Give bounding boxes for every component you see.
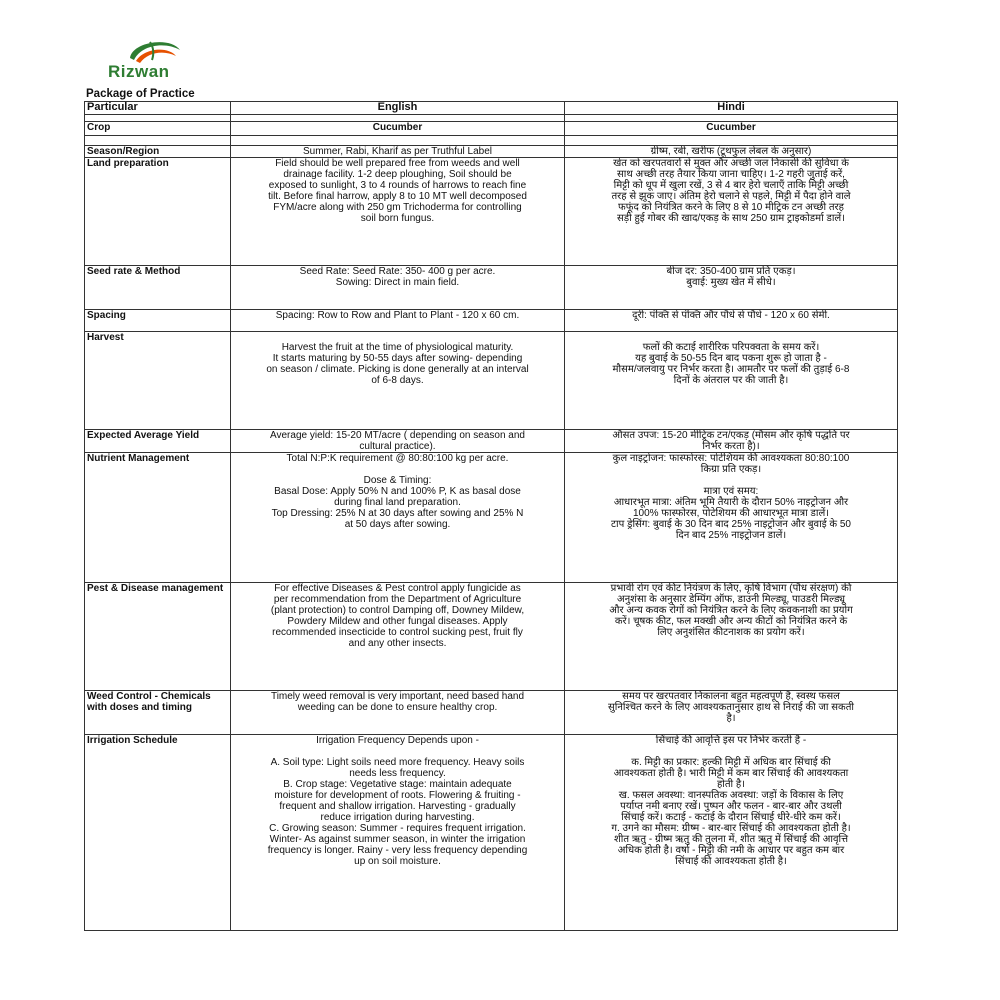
row-english: Cucumber	[231, 122, 565, 136]
row-english: Spacing: Row to Row and Plant to Plant - 120 x 60 cm.	[231, 310, 565, 332]
row-english: Timely weed removal is very important, need based hand weeding can be done to ensure healthy crop.	[231, 691, 565, 735]
row-english: For effective Diseases & Pest control apply fungicide as per recommendation from the Department of Agriculture (plant protection) to control Damping off, Downey Mildew, Powdery Mildew and other fungal diseases. Apply recommended insecticide to control sucking pest, fruit fly and any other insects.	[231, 583, 565, 691]
row-hindi: कुल नाइट्रोजन: फास्फोरस: पोटेशियम की आवश्यकता 80:80:100 किग्रा प्रति एकड़। मात्रा एवं समय: आधारभूत मात्रा: अंतिम भूमि तैयारी के दौरान 50% नाइट्रोजन और 100% फास्फोरस, पोटेशियम की आधारभूत मात्रा डालें। टाप ड्रेसिंग: बुवाई के 30 दिन बाद 25% नाइट्रोजन और बुवाई के 50 दिन बाद 25% नाइट्रोजन डालें।	[565, 453, 898, 583]
row-english: Total N:P:K requirement @ 80:80:100 kg per acre. Dose & Timing: Basal Dose: Apply 50% N and 100% P, K as basal dose during final land preparation. Top Dressing: 25% N at 30 days after sowing and 25% N at 50 days after sowing.	[231, 453, 565, 583]
row-label: Spacing	[85, 310, 231, 332]
spacer-row	[85, 136, 898, 146]
brand-name: Rizwan	[108, 62, 170, 81]
row-label: Irrigation Schedule	[85, 735, 231, 931]
row-english: Seed Rate: Seed Rate: 350- 400 g per acre. Sowing: Direct in main field.	[231, 266, 565, 310]
table-header-row	[85, 102, 898, 115]
header-hindi: Hindi	[565, 102, 898, 115]
table-row-weed-control	[85, 691, 898, 735]
table-row-spacing	[85, 310, 898, 332]
row-label: Pest & Disease management	[85, 583, 231, 691]
row-english: Harvest the fruit at the time of physiological maturity. It starts maturing by 50-55 days after sowing- depending on season / climate. Picking is done generally at an interval of 6-8 days.	[231, 332, 565, 430]
table-row-seed-rate	[85, 266, 898, 310]
table-row-pest-disease	[85, 583, 898, 691]
row-hindi: ग्रीष्म, रबी, खरीफ (टूथफुल लेबल के अनुसार)	[565, 146, 898, 158]
row-hindi: बीज दर: 350-400 ग्राम प्रति एकड़। बुवाई: मुख्य खेत में सीधे।	[565, 266, 898, 310]
brand-logo	[104, 36, 204, 86]
row-english: Average yield: 15-20 MT/acre ( depending on season and cultural practice).	[231, 430, 565, 453]
row-label: Weed Control - Chemicals with doses and timing	[85, 691, 231, 735]
row-label: Season/Region	[85, 146, 231, 158]
row-label: Land preparation	[85, 158, 231, 266]
spacer-row	[85, 115, 898, 122]
header-english: English	[231, 102, 565, 115]
row-hindi: दूरी: पंक्ति से पंक्ति और पौधे से पौधे - 120 x 60 सेमी.	[565, 310, 898, 332]
row-english: Irrigation Frequency Depends upon - A. Soil type: Light soils need more frequency. Heavy soils needs less frequency. B. Crop stage: Vegetative stage: maintain adequate moisture for development of roots. Flowering & fruiting - frequent and shallow irrigation. Harvesting - gradually reduce irrigation during harvesting. C. Growing season: Summer - requires frequent irrigation. Winter- As against summer season, in winter the irrigation frequency is longer. Rainy - very less frequency depending up on soil moisture.	[231, 735, 565, 931]
document-title: Package of Practice	[86, 88, 195, 100]
row-hindi: Cucumber	[565, 122, 898, 136]
row-label: Harvest	[85, 332, 231, 430]
row-hindi: प्रभावी रोग एवं कीट नियंत्रण के लिए, कृषि विभाग (पौध संरक्षण) की अनुशंसा के अनुसार डेम्पिंग ऑफ, डाउनी मिल्ड्यू, पाउडरी मिल्ड्यू और अन्य कवक रोगों को नियंत्रित करने के लिए कवकनाशी का प्रयोग करें। चूषक कीट, फल मक्खी और अन्य कीटों को नियंत्रित करने के लिए अनुशंसित कीटनाशक का प्रयोग करें।	[565, 583, 898, 691]
row-label: Seed rate & Method	[85, 266, 231, 310]
practice-table	[84, 101, 898, 931]
row-english: Summer, Rabi, Kharif as per Truthful Label	[231, 146, 565, 158]
row-hindi: औसत उपज: 15-20 मीट्रिक टन/एकड़ (मौसम और कृषि पद्धति पर निर्भर करता है)।	[565, 430, 898, 453]
row-hindi: खेत को खरपतवारों से मुक्त और अच्छी जल निकासी की सुविधा के साथ अच्छी तरह तैयार किया जाना चाहिए। 1-2 गहरी जुताई करें, मिट्टी को धूप में खुला रखें, 3 से 4 बार हेरो चलाएँ ताकि मिट्टी अच्छी तरह से झुक जाए। अंतिम हेरो चलाने से पहले, मिट्टी में पैदा होने वाले फफूंद को नियंत्रित करने के लिए 8 से 10 मीट्रिक टन अच्छी तरह सड़ी हुई गोबर की खाद/एकड़ के साथ 250 ग्राम ट्राइकोडर्मा डालें।	[565, 158, 898, 266]
table-row-crop	[85, 122, 898, 136]
table-row-expected-yield	[85, 430, 898, 453]
row-hindi: समय पर खरपतवार निकालना बहुत महत्वपूर्ण है, स्वस्थ फसल सुनिश्चित करने के लिए आवश्यकतानुसार हाथ से निराई की जा सकती है।	[565, 691, 898, 735]
table-row-nutrient-management	[85, 453, 898, 583]
row-label: Expected Average Yield	[85, 430, 231, 453]
row-english: Field should be well prepared free from weeds and well drainage facility. 1-2 deep ploughing, Soil should be exposed to sunlight, 3 to 4 rounds of harrows to reach fine tilt. Before final harrow, apply 8 to 10 MT well decomposed FYM/acre along with 250 gm Trichoderma for controlling soil born fungus.	[231, 158, 565, 266]
row-hindi: फलों की कटाई शारीरिक परिपक्वता के समय करें। यह बुवाई के 50-55 दिन बाद पकना शुरू हो जाता है - मौसम/जलवायु पर निर्भर करता है। आमतौर पर फलों की तुड़ाई 6-8 दिनों के अंतराल पर की जाती है।	[565, 332, 898, 430]
row-label: Nutrient Management	[85, 453, 231, 583]
table-row-harvest	[85, 332, 898, 430]
table-row-season	[85, 146, 898, 158]
table-row-land-preparation	[85, 158, 898, 266]
row-label: Crop	[85, 122, 231, 136]
table-row-irrigation	[85, 735, 898, 931]
header-particular: Particular	[85, 102, 231, 115]
row-hindi: सिंचाई की आवृत्ति इस पर निर्भर करती है - क. मिट्टी का प्रकार: हल्की मिट्टी में अधिक बार सिंचाई की आवश्यकता होती है। भारी मिट्टी में कम बार सिंचाई की आवश्यकता होती है। ख. फसल अवस्था: वानस्पतिक अवस्था: जड़ों के विकास के लिए पर्याप्त नमी बनाए रखें। पुष्पन और फलन - बार-बार और उथली सिंचाई करें। कटाई - कटाई के दौरान सिंचाई धीरे-धीरे कम करें। ग. उगने का मौसम: ग्रीष्म - बार-बार सिंचाई की आवश्यकता होती है। शीत ऋतु - ग्रीष्म ऋतु की तुलना में, शीत ऋतु में सिंचाई की आवृत्ति अधिक होती है। वर्षा - मिट्टी की नमी के आधार पर बहुत कम बार सिंचाई की आवश्यकता होती है।	[565, 735, 898, 931]
